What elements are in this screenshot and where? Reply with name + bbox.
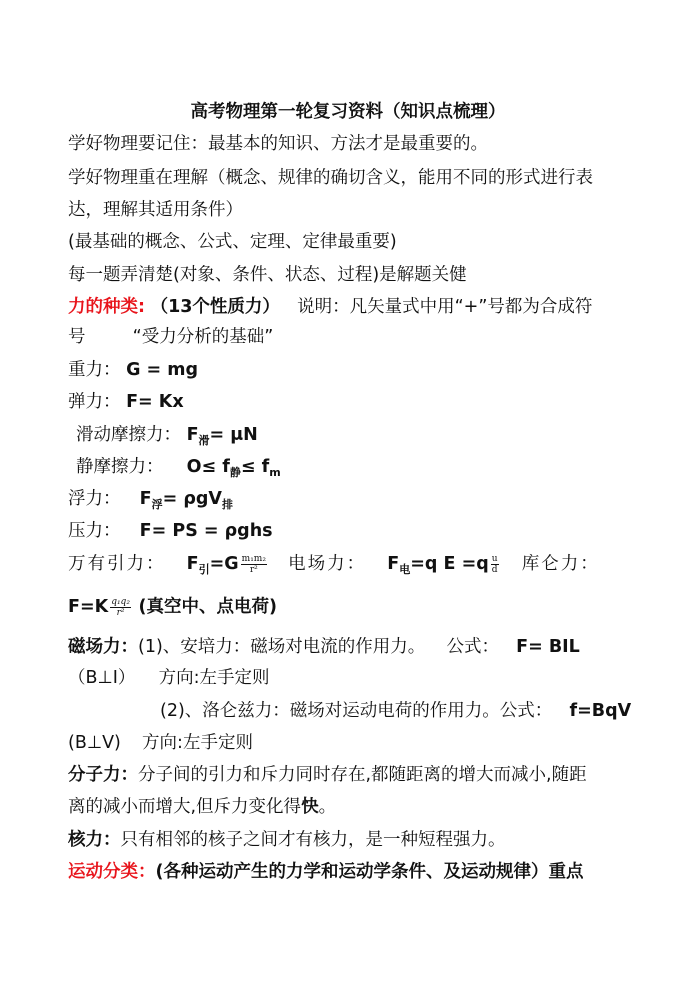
ampere-formula: F= BIL bbox=[516, 637, 580, 657]
field-forces-line bbox=[68, 553, 600, 581]
nuclear-text: 只有相邻的核子之间才有核力，是一种短程强力。 bbox=[120, 830, 506, 850]
intro-line-4: 每一题弄清楚(对象、条件、状态、过程)是解题关健 bbox=[68, 265, 467, 285]
forces-heading-line bbox=[68, 296, 592, 318]
molecular-fast: 快 bbox=[301, 797, 319, 817]
electric-force-label: 电场力： bbox=[288, 554, 367, 574]
forces-explain-c: “受力分析的基础” bbox=[132, 327, 274, 347]
gravitation-fraction: $\frac{\text{m₁m₂}}{\text{r²}}$ bbox=[241, 553, 266, 575]
electric-fraction: $\frac{u}{d}$ bbox=[491, 553, 498, 575]
static-friction-formula: $O\le f_静\le f_m$ bbox=[186, 457, 281, 479]
universal-gravitation-label: 万有引力： bbox=[68, 554, 166, 574]
coulomb-force-label: 库仑力： bbox=[521, 554, 600, 574]
elastic-label: 弹力： bbox=[68, 392, 121, 412]
molecular-text-b: 离的减小而增大,但斥力变化得 bbox=[68, 797, 302, 817]
intro-line-2b: 达，理解其适用条件） bbox=[68, 200, 243, 220]
magnetic-line-4 bbox=[68, 732, 253, 754]
forces-heading: 力的种类: bbox=[68, 297, 145, 317]
magnetic-line-2 bbox=[68, 667, 269, 689]
buoyancy-formula: $F_浮= \rho gV_排$ bbox=[139, 489, 233, 511]
page-title: 高考物理第一轮复习资料（知识点梳理） bbox=[190, 102, 506, 122]
molecular-line-1 bbox=[68, 764, 587, 786]
molecular-end: 。 bbox=[318, 797, 337, 817]
magnetic-label: 磁场力： bbox=[68, 637, 138, 657]
nuclear-label: 核力： bbox=[68, 830, 121, 850]
intro-line-2a: 学好物理重在理解（概念、规律的确切含义，能用不同的形式进行表 bbox=[68, 168, 593, 188]
forces-explain: 说明：凡矢量式中用“+”号都为合成符 bbox=[297, 297, 593, 317]
motion-note: (各种运动产生的力学和运动学条件、及运动规律）重点 bbox=[155, 862, 584, 882]
molecular-label: 分子力： bbox=[68, 765, 138, 785]
lorentz-condition: (B⊥V) bbox=[68, 733, 121, 753]
pressure-label: 压力： bbox=[68, 521, 121, 541]
coulomb-fraction: $\frac{\text{q₁q₂}}{\text{r²}}$ bbox=[111, 596, 130, 618]
ampere-condition: （B⊥I） bbox=[68, 668, 136, 688]
forces-heading-note: （13个性质力） bbox=[150, 297, 280, 317]
gravity-label: 重力： bbox=[68, 360, 121, 380]
static-friction-label: 静摩擦力： bbox=[76, 457, 164, 477]
pressure-formula: F= PS = ρghs bbox=[139, 521, 273, 541]
forces-explain-line-2 bbox=[68, 326, 273, 348]
molecular-line-2 bbox=[68, 796, 336, 818]
sliding-friction-label: 滑动摩擦力： bbox=[76, 425, 181, 445]
buoyancy-label: 浮力： bbox=[68, 489, 121, 509]
lorentz-formula: f=BqV bbox=[569, 701, 632, 721]
forces-explain-b: 号 bbox=[68, 327, 86, 347]
ampere-direction: 方向:左手定则 bbox=[158, 668, 270, 688]
sliding-friction-line bbox=[76, 424, 258, 452]
nuclear-line bbox=[68, 829, 506, 851]
ampere-formula-label: 公式： bbox=[446, 637, 499, 657]
intro-line-1: 学好物理要记住：最基本的知识、方法才是最重要的。 bbox=[68, 134, 488, 154]
gravity-line bbox=[68, 359, 198, 381]
motion-heading-line bbox=[68, 861, 584, 883]
motion-heading: 运动分类： bbox=[68, 862, 156, 882]
molecular-text-a: 分子间的引力和斥力同时存在,都随距离的增大而减小,随距 bbox=[138, 765, 587, 785]
universal-gravitation-formula: $F_引=G$ bbox=[186, 554, 239, 576]
lorentz-direction: 方向:左手定则 bbox=[142, 733, 253, 753]
elastic-formula: F= Kx bbox=[126, 392, 184, 412]
coulomb-formula: F=K bbox=[68, 597, 109, 617]
buoyancy-line bbox=[68, 488, 233, 516]
elastic-line bbox=[68, 391, 184, 413]
coulomb-note: (真空中、点电荷) bbox=[138, 597, 278, 617]
coulomb-line bbox=[68, 596, 277, 618]
electric-force-formula: $F_电=q$ E =q bbox=[387, 554, 489, 576]
magnetic-line-3 bbox=[160, 700, 631, 722]
magnetic-line-1 bbox=[68, 636, 580, 658]
sliding-friction-formula: $F_滑= \mu N$ bbox=[186, 425, 258, 447]
static-friction-line bbox=[76, 456, 281, 484]
lorentz-force-text: (2)、洛仑兹力：磁场对运动电荷的作用力。公式： bbox=[160, 701, 553, 721]
pressure-line bbox=[68, 520, 273, 542]
ampere-force-text: (1)、安培力：磁场对电流的作用力。 bbox=[138, 637, 426, 657]
intro-line-3: (最基础的概念、公式、定理、定律最重要) bbox=[68, 232, 397, 252]
gravity-formula: G = mg bbox=[126, 360, 199, 380]
